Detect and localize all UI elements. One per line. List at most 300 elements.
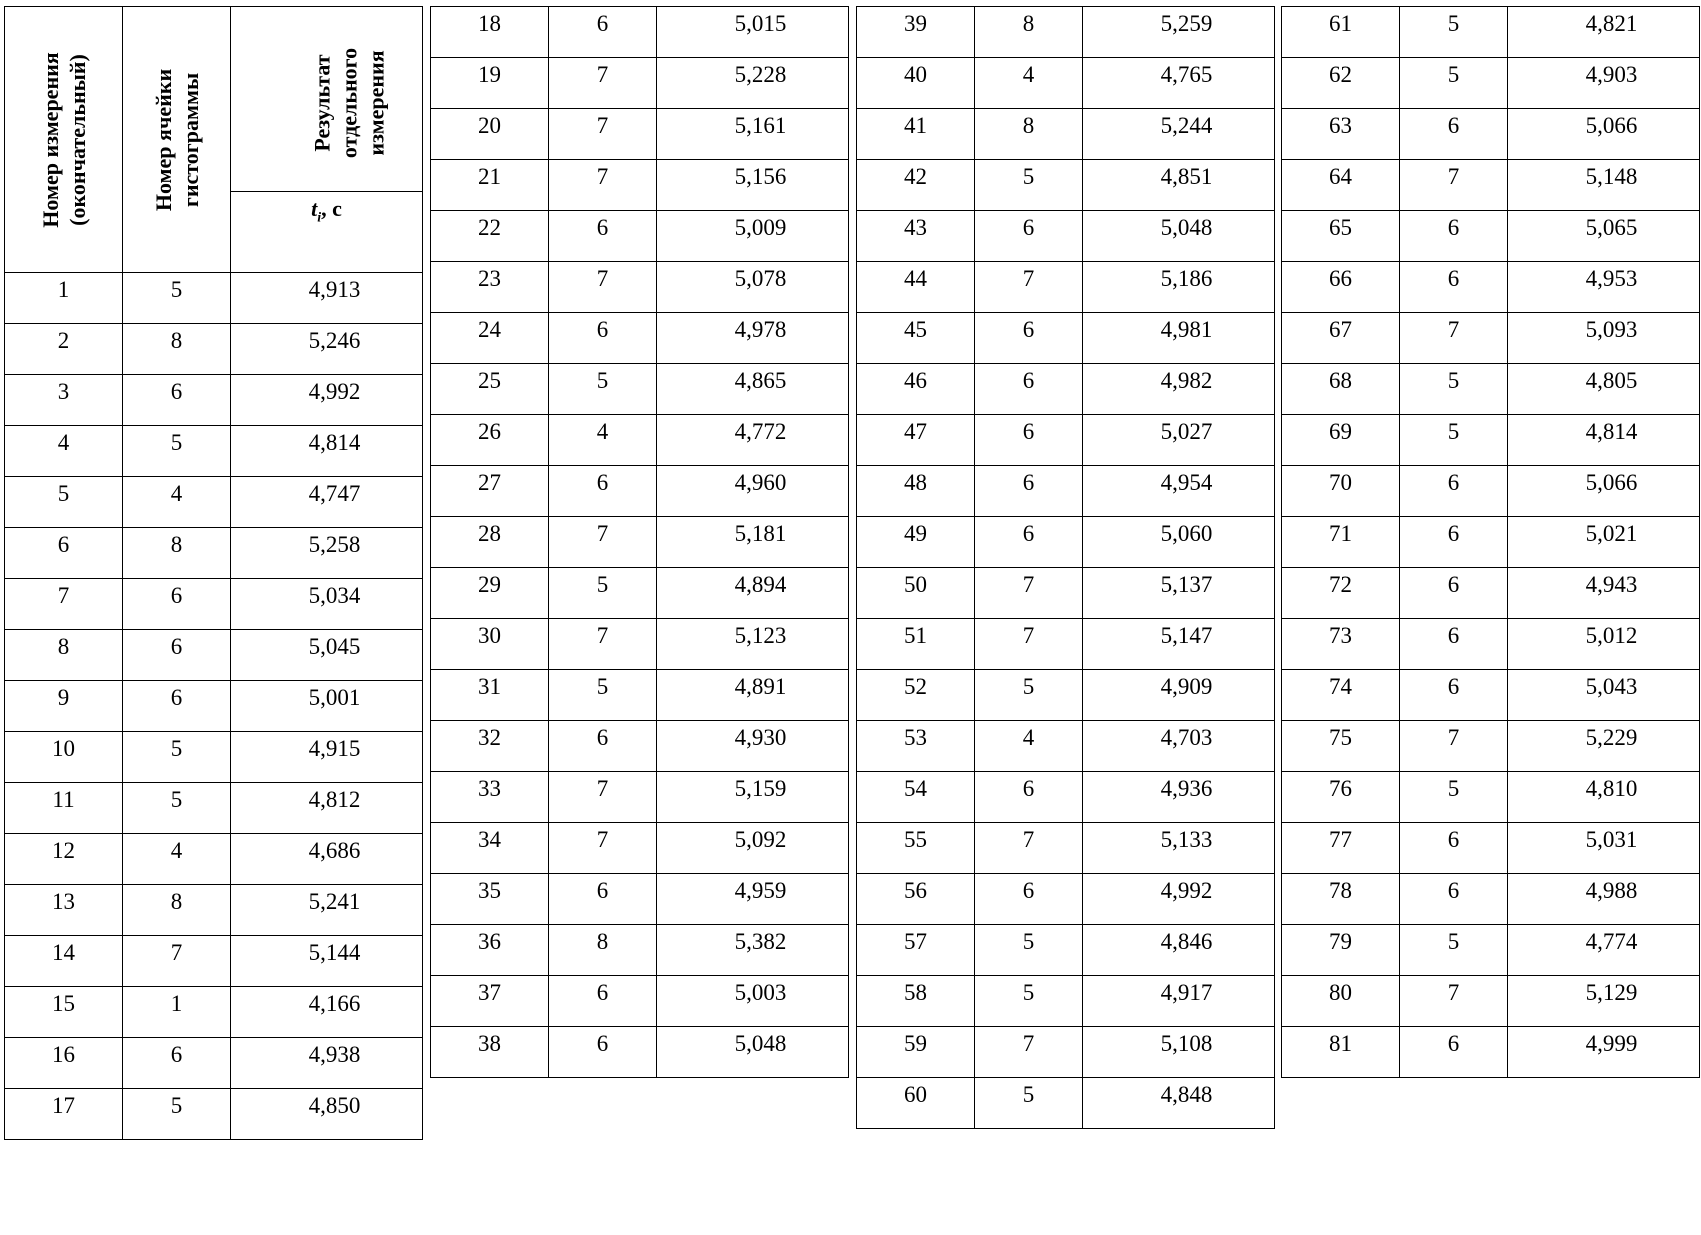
table-row: [1282, 7, 1700, 58]
table-row: [431, 874, 849, 925]
header-histogram-cell: [123, 7, 231, 273]
histogram-cell-number-cell: 6: [1400, 1027, 1508, 1078]
table-row: [1282, 874, 1700, 925]
measurement-number-cell: 28: [431, 517, 549, 568]
table-row: [857, 58, 1275, 109]
header-result-line3: измерения: [363, 50, 389, 156]
measurement-number-cell: 64: [1282, 160, 1400, 211]
measurement-number-cell: 23: [431, 262, 549, 313]
result-value-cell: 4,999: [1508, 1027, 1700, 1078]
table-row: [1282, 517, 1700, 568]
measurement-number-cell: 27: [431, 466, 549, 517]
measurement-number-cell: 14: [5, 936, 123, 987]
result-value-cell: 5,003: [657, 976, 849, 1027]
measurement-number-cell: 3: [5, 375, 123, 426]
result-value-cell: 4,812: [231, 783, 423, 834]
table-row: [857, 211, 1275, 262]
table-row: [431, 976, 849, 1027]
result-value-cell: 5,015: [657, 7, 849, 58]
measurement-number-cell: 50: [857, 568, 975, 619]
histogram-cell-number-cell: 6: [1400, 874, 1508, 925]
measurement-number-cell: 22: [431, 211, 549, 262]
histogram-cell-number-cell: 4: [549, 415, 657, 466]
histogram-cell-number-cell: 7: [1400, 160, 1508, 211]
measurement-number-cell: 65: [1282, 211, 1400, 262]
measurement-number-cell: 43: [857, 211, 975, 262]
result-value-cell: 4,936: [1083, 772, 1275, 823]
table-body-4: [1282, 7, 1700, 1078]
histogram-cell-number-cell: 6: [549, 466, 657, 517]
header-result-title: [231, 7, 422, 192]
measurement-number-cell: 16: [5, 1038, 123, 1089]
measurement-number-cell: 26: [431, 415, 549, 466]
result-value-cell: 4,747: [231, 477, 423, 528]
result-value-cell: 5,034: [231, 579, 423, 630]
result-value-cell: 4,686: [231, 834, 423, 885]
table-row: [857, 721, 1275, 772]
table-row: [857, 772, 1275, 823]
measurement-number-cell: 62: [1282, 58, 1400, 109]
histogram-cell-number-cell: 6: [1400, 517, 1508, 568]
result-value-cell: 5,021: [1508, 517, 1700, 568]
measurement-number-cell: 72: [1282, 568, 1400, 619]
result-value-cell: 5,092: [657, 823, 849, 874]
result-value-cell: 4,903: [1508, 58, 1700, 109]
result-value-cell: 5,137: [1083, 568, 1275, 619]
measurement-number-cell: 10: [5, 732, 123, 783]
histogram-cell-number-cell: 7: [549, 823, 657, 874]
result-value-cell: 4,988: [1508, 874, 1700, 925]
result-value-cell: 5,181: [657, 517, 849, 568]
table-row: [5, 630, 423, 681]
result-value-cell: 5,156: [657, 160, 849, 211]
histogram-cell-number-cell: 5: [123, 783, 231, 834]
header-result-unit: [231, 192, 422, 272]
result-value-cell: 4,960: [657, 466, 849, 517]
histogram-cell-number-cell: 5: [123, 273, 231, 324]
measurement-number-cell: 81: [1282, 1027, 1400, 1078]
table-row: [857, 160, 1275, 211]
result-value-cell: 4,765: [1083, 58, 1275, 109]
measurement-number-cell: 29: [431, 568, 549, 619]
table-row: [1282, 58, 1700, 109]
result-value-cell: 4,992: [1083, 874, 1275, 925]
measurement-number-cell: 25: [431, 364, 549, 415]
result-value-cell: 4,774: [1508, 925, 1700, 976]
measurement-number-cell: 31: [431, 670, 549, 721]
measurement-number-cell: 80: [1282, 976, 1400, 1027]
histogram-cell-number-cell: 7: [549, 58, 657, 109]
result-value-cell: 5,241: [231, 885, 423, 936]
measurement-number-cell: 13: [5, 885, 123, 936]
histogram-cell-number-cell: 5: [975, 1078, 1083, 1129]
measurement-number-cell: 56: [857, 874, 975, 925]
histogram-cell-number-cell: 6: [123, 375, 231, 426]
histogram-cell-number-cell: 6: [975, 313, 1083, 364]
measurement-number-cell: 73: [1282, 619, 1400, 670]
histogram-cell-number-cell: 5: [123, 1089, 231, 1140]
histogram-cell-number-cell: 6: [123, 630, 231, 681]
header-measurement-number-line1: Номер измерения: [37, 51, 63, 228]
table-row: [5, 681, 423, 732]
table-row: [1282, 160, 1700, 211]
measurement-number-cell: 49: [857, 517, 975, 568]
result-value-cell: 4,703: [1083, 721, 1275, 772]
result-value-cell: 5,066: [1508, 109, 1700, 160]
table-row: [857, 976, 1275, 1027]
measurement-number-cell: 60: [857, 1078, 975, 1129]
table-column-2: [430, 6, 848, 1078]
measurement-number-cell: 45: [857, 313, 975, 364]
table-column-1: [4, 6, 422, 1140]
table-row: [431, 670, 849, 721]
histogram-cell-number-cell: 6: [1400, 109, 1508, 160]
measurement-number-cell: 70: [1282, 466, 1400, 517]
table-row: [857, 568, 1275, 619]
table-row: [1282, 670, 1700, 721]
table-row: [5, 579, 423, 630]
table-row: [431, 772, 849, 823]
table-row: [5, 936, 423, 987]
result-value-cell: 5,108: [1083, 1027, 1275, 1078]
histogram-cell-number-cell: 6: [549, 7, 657, 58]
result-value-cell: 4,909: [1083, 670, 1275, 721]
result-value-cell: 4,938: [231, 1038, 423, 1089]
result-value-cell: 5,186: [1083, 262, 1275, 313]
measurement-number-cell: 68: [1282, 364, 1400, 415]
table-row: [857, 313, 1275, 364]
table-row: [857, 415, 1275, 466]
measurement-number-cell: 42: [857, 160, 975, 211]
histogram-cell-number-cell: 1: [123, 987, 231, 1038]
result-value-cell: 4,851: [1083, 160, 1275, 211]
table-row: [5, 732, 423, 783]
measurement-number-cell: 32: [431, 721, 549, 772]
result-value-cell: 5,027: [1083, 415, 1275, 466]
table-row: [5, 783, 423, 834]
histogram-cell-number-cell: 6: [549, 211, 657, 262]
header-histogram-cell-line1: Номер ячейки: [150, 68, 176, 211]
histogram-cell-number-cell: 6: [975, 466, 1083, 517]
measurement-number-cell: 77: [1282, 823, 1400, 874]
result-value-cell: 5,382: [657, 925, 849, 976]
measurement-number-cell: 35: [431, 874, 549, 925]
table-row: [431, 58, 849, 109]
measurement-number-cell: 8: [5, 630, 123, 681]
measurement-number-cell: 46: [857, 364, 975, 415]
measurement-number-cell: 9: [5, 681, 123, 732]
table-row: [857, 823, 1275, 874]
histogram-cell-number-cell: 8: [123, 885, 231, 936]
table-row: [5, 1038, 423, 1089]
result-value-cell: 5,259: [1083, 7, 1275, 58]
histogram-cell-number-cell: 5: [975, 670, 1083, 721]
measurement-number-cell: 19: [431, 58, 549, 109]
table-row: [5, 885, 423, 936]
table-body-1: [5, 273, 423, 1140]
histogram-cell-number-cell: 5: [549, 568, 657, 619]
measurement-number-cell: 75: [1282, 721, 1400, 772]
histogram-cell-number-cell: 6: [549, 721, 657, 772]
histogram-cell-number-cell: 6: [975, 364, 1083, 415]
measurement-number-cell: 4: [5, 426, 123, 477]
histogram-cell-number-cell: 6: [975, 874, 1083, 925]
result-value-cell: 4,894: [657, 568, 849, 619]
measurement-number-cell: 38: [431, 1027, 549, 1078]
result-value-cell: 4,166: [231, 987, 423, 1038]
histogram-cell-number-cell: 8: [975, 109, 1083, 160]
histogram-cell-number-cell: 4: [123, 834, 231, 885]
table-row: [1282, 262, 1700, 313]
table-row: [1282, 823, 1700, 874]
measurement-number-cell: 59: [857, 1027, 975, 1078]
header-result-line1: Результат: [309, 54, 335, 152]
histogram-cell-number-cell: 6: [549, 1027, 657, 1078]
result-value-cell: 5,123: [657, 619, 849, 670]
unit-sub: i: [317, 210, 322, 226]
measurement-number-cell: 2: [5, 324, 123, 375]
table-row: [1282, 976, 1700, 1027]
table-row: [5, 375, 423, 426]
histogram-cell-number-cell: 8: [975, 7, 1083, 58]
measurement-table-part-2: [430, 6, 849, 1078]
histogram-cell-number-cell: 8: [123, 324, 231, 375]
table-row: [1282, 313, 1700, 364]
table-row: [1282, 109, 1700, 160]
histogram-cell-number-cell: 8: [549, 925, 657, 976]
histogram-cell-number-cell: 7: [123, 936, 231, 987]
table-row: [857, 109, 1275, 160]
result-value-cell: 4,943: [1508, 568, 1700, 619]
table-row: [431, 619, 849, 670]
histogram-cell-number-cell: 5: [975, 976, 1083, 1027]
result-value-cell: 5,244: [1083, 109, 1275, 160]
table-row: [431, 517, 849, 568]
histogram-cell-number-cell: 7: [549, 160, 657, 211]
histogram-cell-number-cell: 7: [549, 517, 657, 568]
measurement-number-cell: 17: [5, 1089, 123, 1140]
result-value-cell: 4,821: [1508, 7, 1700, 58]
table-row: [1282, 568, 1700, 619]
measurement-number-cell: 33: [431, 772, 549, 823]
table-row: [857, 1027, 1275, 1078]
measurement-number-cell: 15: [5, 987, 123, 1038]
histogram-cell-number-cell: 7: [975, 568, 1083, 619]
result-value-cell: 5,078: [657, 262, 849, 313]
histogram-cell-number-cell: 6: [1400, 568, 1508, 619]
table-row: [1282, 925, 1700, 976]
table-row: [5, 528, 423, 579]
measurement-table-part-4: [1281, 6, 1700, 1078]
table-row: [431, 160, 849, 211]
histogram-cell-number-cell: 6: [1400, 823, 1508, 874]
histogram-cell-number-cell: 7: [1400, 721, 1508, 772]
header-measurement-number: [5, 7, 123, 273]
result-value-cell: 4,959: [657, 874, 849, 925]
measurement-number-cell: 36: [431, 925, 549, 976]
histogram-cell-number-cell: 6: [123, 1038, 231, 1089]
result-value-cell: 5,060: [1083, 517, 1275, 568]
histogram-cell-number-cell: 5: [549, 670, 657, 721]
measurement-number-cell: 51: [857, 619, 975, 670]
result-value-cell: 5,246: [231, 324, 423, 375]
measurement-number-cell: 67: [1282, 313, 1400, 364]
measurement-number-cell: 37: [431, 976, 549, 1027]
histogram-cell-number-cell: 4: [975, 58, 1083, 109]
measurement-number-cell: 76: [1282, 772, 1400, 823]
histogram-cell-number-cell: 6: [1400, 619, 1508, 670]
result-value-cell: 4,992: [231, 375, 423, 426]
histogram-cell-number-cell: 6: [1400, 670, 1508, 721]
measurement-number-cell: 74: [1282, 670, 1400, 721]
result-value-cell: 5,144: [231, 936, 423, 987]
table-row: [5, 426, 423, 477]
histogram-cell-number-cell: 7: [975, 619, 1083, 670]
result-value-cell: 4,978: [657, 313, 849, 364]
measurement-number-cell: 71: [1282, 517, 1400, 568]
histogram-cell-number-cell: 7: [1400, 313, 1508, 364]
measurement-number-cell: 48: [857, 466, 975, 517]
table-row: [431, 721, 849, 772]
histogram-cell-number-cell: 4: [123, 477, 231, 528]
histogram-cell-number-cell: 6: [549, 874, 657, 925]
result-value-cell: 4,805: [1508, 364, 1700, 415]
result-value-cell: 4,814: [1508, 415, 1700, 466]
histogram-cell-number-cell: 7: [549, 619, 657, 670]
result-value-cell: 4,850: [231, 1089, 423, 1140]
histogram-cell-number-cell: 4: [975, 721, 1083, 772]
measurement-number-cell: 53: [857, 721, 975, 772]
table-row: [431, 568, 849, 619]
measurement-number-cell: 30: [431, 619, 549, 670]
table-row: [857, 619, 1275, 670]
result-value-cell: 4,982: [1083, 364, 1275, 415]
measurement-number-cell: 78: [1282, 874, 1400, 925]
table-row: [431, 7, 849, 58]
table-body-2: [431, 7, 849, 1078]
table-row: [857, 262, 1275, 313]
result-value-cell: 5,161: [657, 109, 849, 160]
table-body-3: [857, 7, 1275, 1129]
histogram-cell-number-cell: 7: [975, 262, 1083, 313]
histogram-cell-number-cell: 7: [975, 1027, 1083, 1078]
table-row: [857, 1078, 1275, 1129]
histogram-cell-number-cell: 6: [123, 681, 231, 732]
table-header-row: [5, 7, 423, 273]
measurement-number-cell: 12: [5, 834, 123, 885]
result-value-cell: 5,228: [657, 58, 849, 109]
measurement-number-cell: 55: [857, 823, 975, 874]
histogram-cell-number-cell: 5: [975, 925, 1083, 976]
header-result: [231, 7, 423, 273]
histogram-cell-number-cell: 7: [975, 823, 1083, 874]
header-measurement-number-line2: (окончательный): [64, 53, 90, 226]
table-row: [431, 211, 849, 262]
table-row: [431, 925, 849, 976]
unit-var: t: [311, 196, 318, 221]
measurement-number-cell: 79: [1282, 925, 1400, 976]
result-value-cell: 5,133: [1083, 823, 1275, 874]
result-value-cell: 5,147: [1083, 619, 1275, 670]
table-row: [1282, 364, 1700, 415]
measurement-number-cell: 39: [857, 7, 975, 58]
measurement-number-cell: 57: [857, 925, 975, 976]
result-value-cell: 5,012: [1508, 619, 1700, 670]
table-row: [5, 834, 423, 885]
header-histogram-cell-line2: гистограммы: [177, 72, 203, 207]
measurement-number-cell: 20: [431, 109, 549, 160]
measurement-number-cell: 7: [5, 579, 123, 630]
result-value-cell: 4,954: [1083, 466, 1275, 517]
result-value-cell: 4,846: [1083, 925, 1275, 976]
histogram-cell-number-cell: 5: [123, 426, 231, 477]
histogram-cell-number-cell: 6: [123, 579, 231, 630]
table-column-4: [1281, 6, 1699, 1078]
result-value-cell: 4,848: [1083, 1078, 1275, 1129]
measurement-number-cell: 61: [1282, 7, 1400, 58]
table-row: [857, 670, 1275, 721]
measurement-table-part-1: [4, 6, 423, 1140]
histogram-cell-number-cell: 6: [1400, 466, 1508, 517]
histogram-cell-number-cell: 5: [1400, 58, 1508, 109]
measurement-number-cell: 63: [1282, 109, 1400, 160]
table-row: [857, 874, 1275, 925]
measurement-number-cell: 21: [431, 160, 549, 211]
result-value-cell: 5,048: [657, 1027, 849, 1078]
header-result-line2: отдельного: [336, 47, 362, 158]
measurement-number-cell: 41: [857, 109, 975, 160]
histogram-cell-number-cell: 5: [1400, 415, 1508, 466]
table-row: [857, 517, 1275, 568]
result-value-cell: 5,031: [1508, 823, 1700, 874]
measurement-number-cell: 1: [5, 273, 123, 324]
measurement-number-cell: 58: [857, 976, 975, 1027]
result-value-cell: 4,930: [657, 721, 849, 772]
measurement-number-cell: 44: [857, 262, 975, 313]
histogram-cell-number-cell: 7: [549, 109, 657, 160]
result-value-cell: 4,953: [1508, 262, 1700, 313]
table-row: [431, 109, 849, 160]
result-value-cell: 5,065: [1508, 211, 1700, 262]
histogram-cell-number-cell: 6: [549, 313, 657, 364]
table-row: [857, 7, 1275, 58]
result-value-cell: 4,913: [231, 273, 423, 324]
unit-rest: , с: [321, 196, 342, 221]
table-row: [857, 925, 1275, 976]
measurement-number-cell: 66: [1282, 262, 1400, 313]
histogram-cell-number-cell: 8: [123, 528, 231, 579]
table-column-3: [856, 6, 1274, 1129]
table-row: [857, 466, 1275, 517]
measurement-number-cell: 52: [857, 670, 975, 721]
table-row: [1282, 466, 1700, 517]
table-row: [431, 823, 849, 874]
table-row: [5, 273, 423, 324]
measurement-number-cell: 24: [431, 313, 549, 364]
result-value-cell: 5,229: [1508, 721, 1700, 772]
result-value-cell: 4,865: [657, 364, 849, 415]
measurement-number-cell: 54: [857, 772, 975, 823]
result-value-cell: 4,915: [231, 732, 423, 783]
histogram-cell-number-cell: 5: [975, 160, 1083, 211]
table-row: [431, 1027, 849, 1078]
result-value-cell: 5,045: [231, 630, 423, 681]
table-row: [5, 477, 423, 528]
histogram-cell-number-cell: 6: [1400, 211, 1508, 262]
result-value-cell: 4,917: [1083, 976, 1275, 1027]
histogram-cell-number-cell: 6: [975, 517, 1083, 568]
table-row: [431, 262, 849, 313]
